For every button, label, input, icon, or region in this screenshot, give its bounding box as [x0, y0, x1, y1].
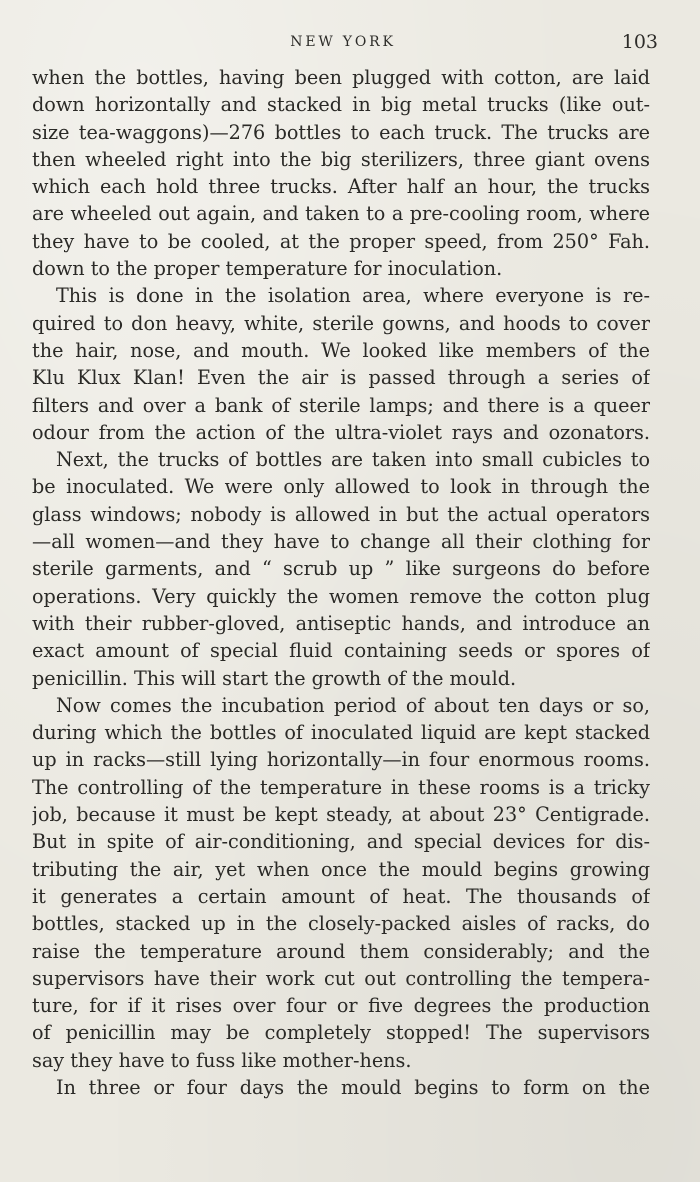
text-line: up in racks—still lying horizontally—in four enormous rooms. [32, 748, 650, 772]
text-line: exact amount of special fluid containing seeds or spores of [32, 639, 650, 663]
text-line: penicillin. This will start the growth of the mould. [32, 666, 517, 690]
text-line: size tea-waggons)—276 bottles to each truck. The trucks are [32, 120, 650, 144]
text-line: supervisors have their work cut out controlling the tempera- [32, 966, 650, 990]
text-line: say they have to fuss like mother-hens. [32, 1048, 412, 1072]
text-line: they have to be cooled, at the proper speed, from 250° Fah. [32, 229, 650, 253]
text-line: operations. Very quickly the women remove the cotton plug [32, 584, 650, 608]
text-line: odour from the action of the ultra-violet rays and ozonators. [32, 420, 650, 444]
paragraph-first-line: In three or four days the mould begins to form on the [56, 1075, 650, 1099]
text-line: when the bottles, having been plugged with cotton, are laid [32, 66, 650, 89]
text-line: filters and over a bank of sterile lamps; and there is a queer [32, 393, 650, 417]
text-line: be inoculated. We were only allowed to look in through the [32, 475, 650, 499]
text-line: are wheeled out again, and taken to a pre-cooling room, where [32, 202, 650, 226]
text-line: ture, for if it rises over four or five degrees the production [32, 994, 650, 1018]
text-line: glass windows; nobody is allowed in but the actual operators [32, 502, 650, 526]
paragraph-first-line: Next, the trucks of bottles are taken into small cubicles to [56, 448, 650, 472]
text-line: the hair, nose, and mouth. We looked like members of the [32, 338, 650, 362]
page-number: 103 [621, 31, 658, 53]
text-line: which each hold three trucks. After half an hour, the trucks [32, 175, 650, 199]
text-line: But in spite of air-conditioning, and special devices for dis- [32, 830, 650, 854]
text-line: down to the proper temperature for inoculation. [32, 257, 503, 281]
text-line: it generates a certain amount of heat. The thousands of [32, 884, 650, 908]
paragraph-first-line: Now comes the incubation period of about ten days or so, [56, 693, 650, 717]
text-line: down horizontally and stacked in big metal trucks (like out- [32, 93, 650, 117]
text-line: —all women—and they have to change all their clothing for [32, 530, 650, 554]
running-head [0, 30, 700, 56]
text-line: raise the temperature around them considerably; and the [32, 939, 650, 963]
text-line: with their rubber-gloved, antiseptic hands, and introduce an [32, 611, 650, 635]
text-line: quired to don heavy, white, sterile gowns, and hoods to cover [32, 311, 650, 335]
body-text [32, 64, 650, 1101]
text-line: of penicillin may be completely stopped! The supervisors [32, 1021, 650, 1045]
running-title: NEW YORK [290, 34, 396, 50]
text-line: then wheeled right into the big sterilizers, three giant ovens [32, 147, 650, 171]
text-line: The controlling of the temperature in these rooms is a tricky [32, 775, 650, 799]
text-line: job, because it must be kept steady, at about 23° Centigrade. [32, 803, 650, 827]
paragraph-first-line: This is done in the isolation area, where everyone is re- [56, 284, 650, 308]
text-line: during which the bottles of inoculated liquid are kept stacked [32, 721, 650, 745]
text-line: sterile garments, and “ scrub up ” like surgeons do before [32, 557, 650, 581]
text-line: bottles, stacked up in the closely-packed aisles of racks, do [32, 912, 650, 936]
text-line: Klu Klux Klan! Even the air is passed through a series of [32, 366, 650, 390]
text-line: tributing the air, yet when once the mould begins growing [32, 857, 650, 881]
